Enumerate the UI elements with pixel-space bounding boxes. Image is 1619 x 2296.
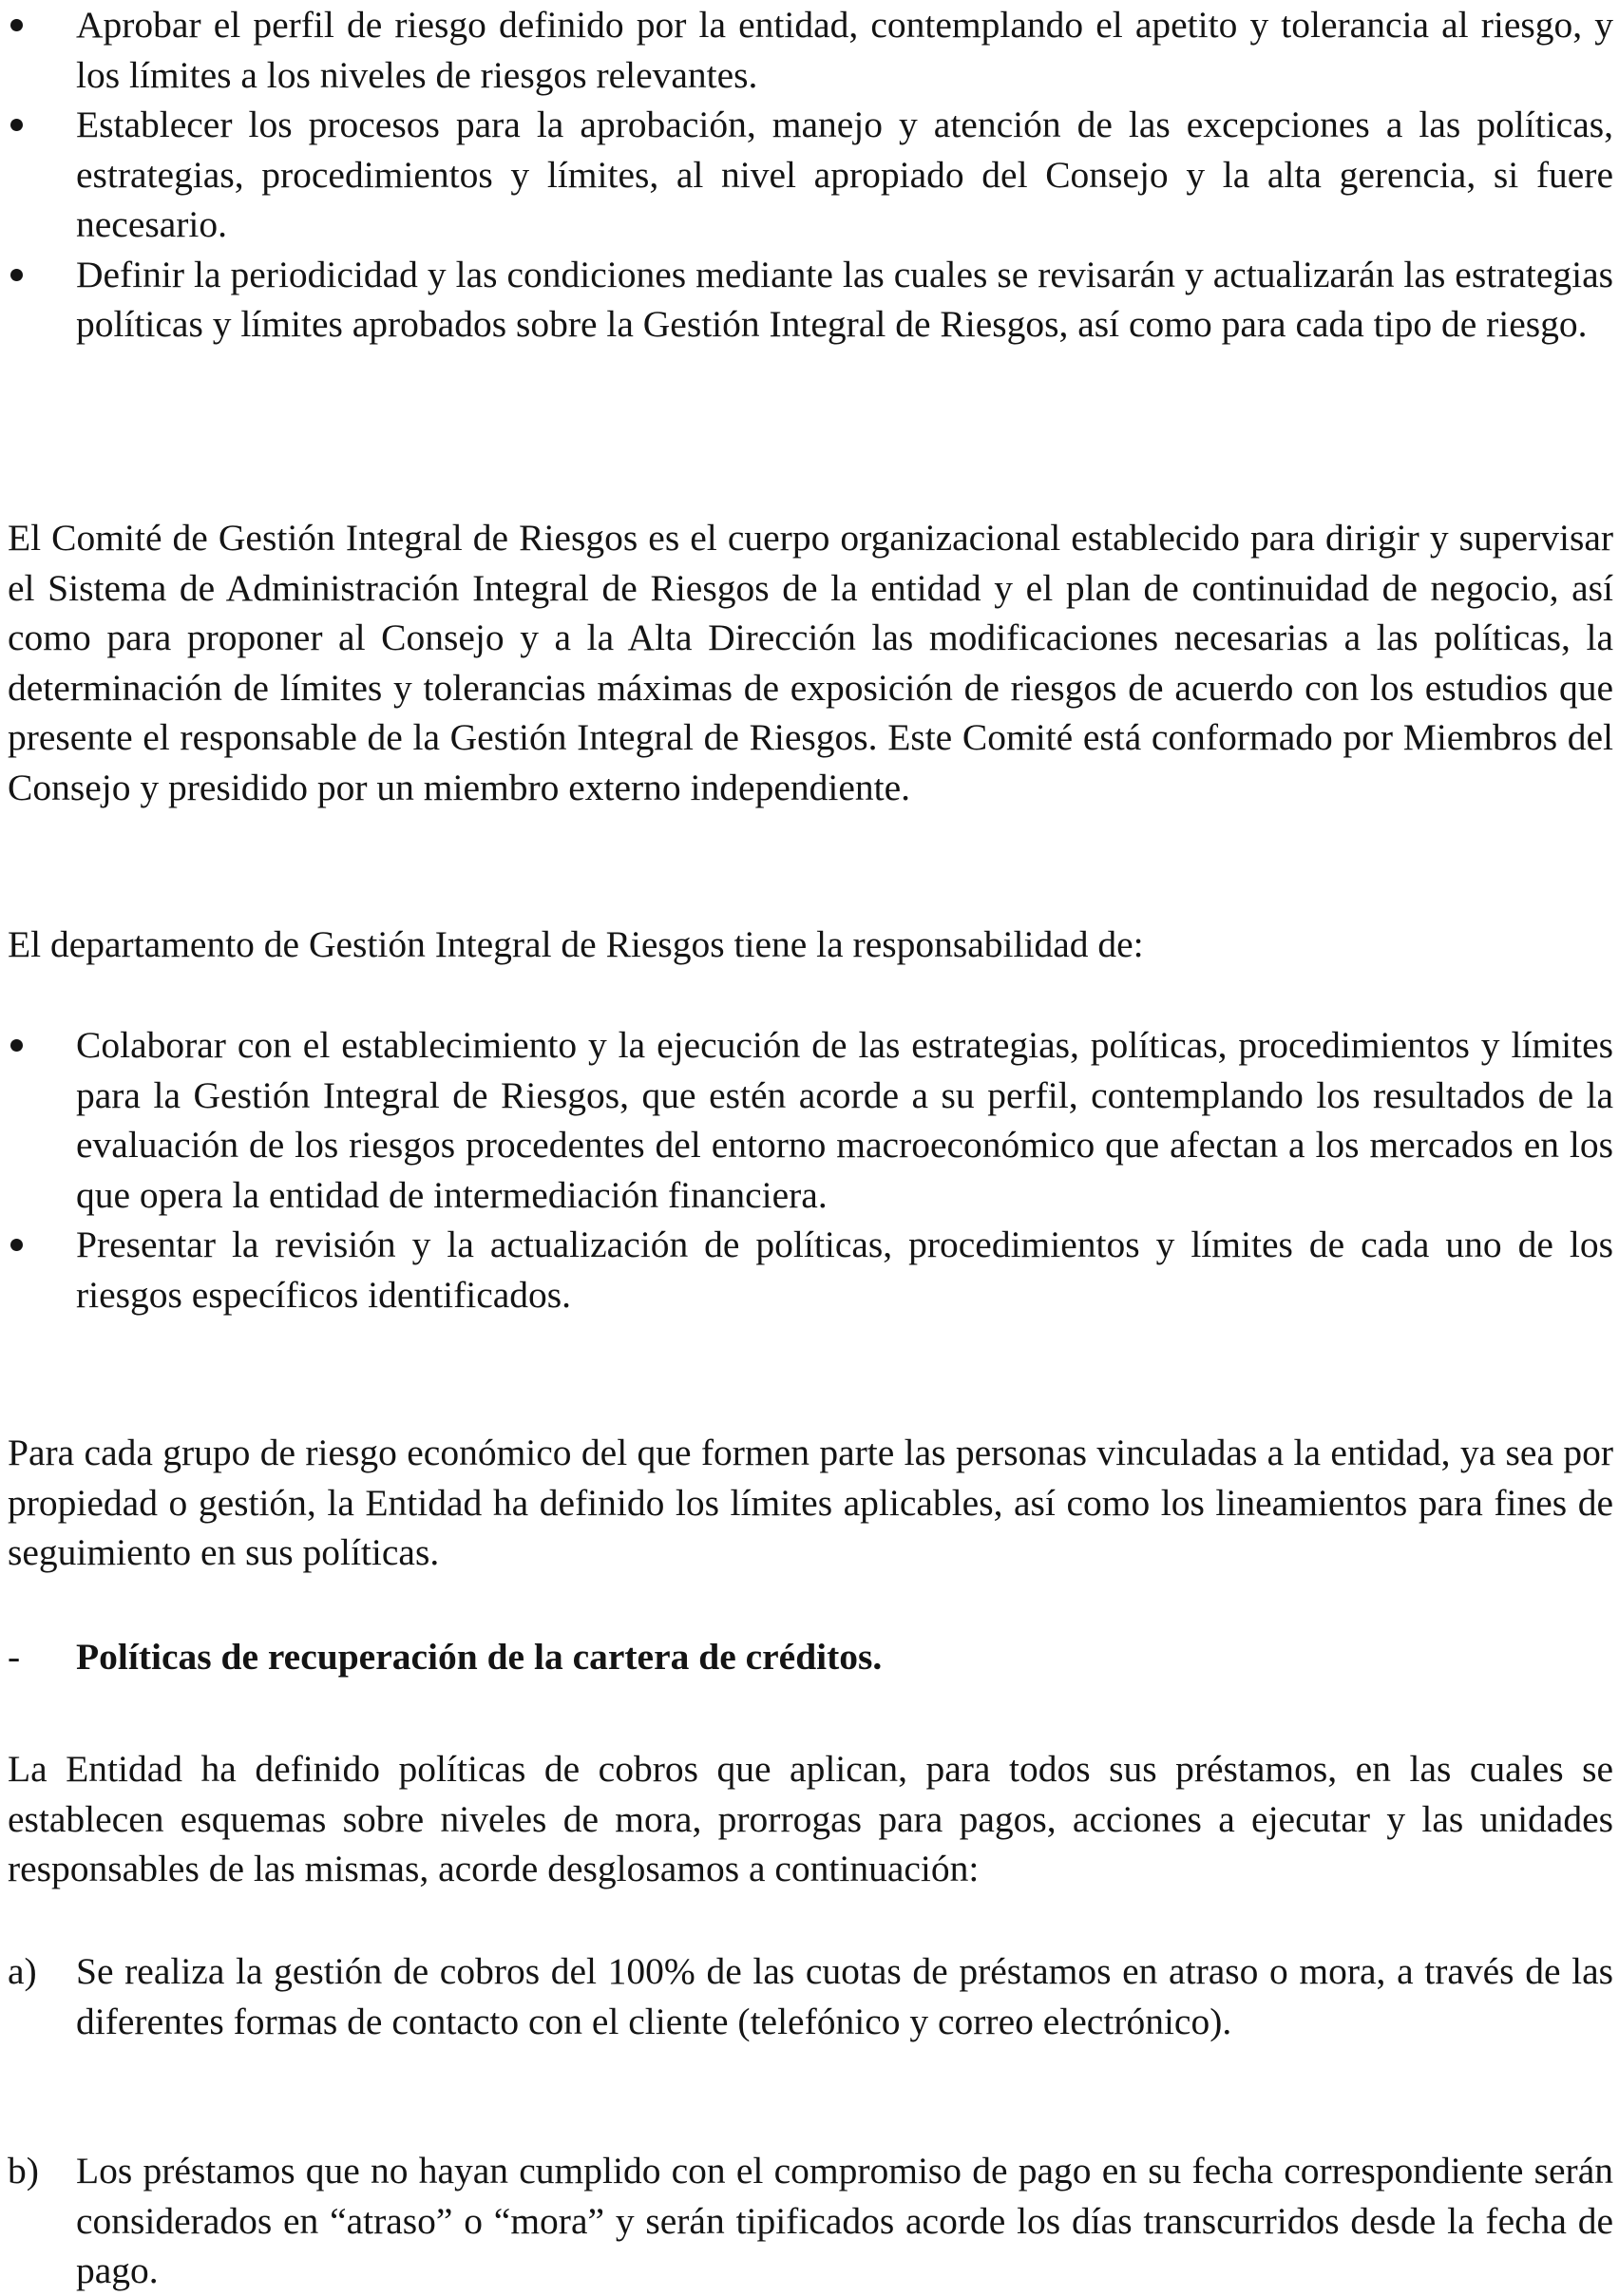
bullet-icon [10,1239,23,1251]
list-item-text: Colaborar con el establecimiento y la ejecución de las estrategias, políticas, procedimientos y límites para la Gestión Integral de Riesgos, que estén acorde a su perfil, contemplando los resultados de la evaluación de los riesgos procedentes del entorno macroeconómico que afectan a los mercados en los que opera la entidad de intermediación financiera. [76,1024,1613,1216]
item-letter: a) [8,1950,37,1992]
bullet-icon [10,119,23,131]
comite-paragraph: El Comité de Gestión Integral de Riesgos es el cuerpo organizacional establecido para dirigir y supervisar el Sistema de Administración Integral de Riesgos de la entidad y el plan de continuidad de negocio, así como para proponer al Consejo y a la Alta Dirección las modificaciones necesarias a las políticas, la determinación de límites y tolerancias máximas de exposición de riesgos de acuerdo con los estudios que presente el responsable de la Gestión Integral de Riesgos. Este Comité está conformado por Miembros del Consejo y presidido por un miembro externo independiente. [8,517,1613,808]
list-item-text: Establecer los procesos para la aprobación, manejo y atención de las excepciones a las políticas, estrategias, procedimientos y límites, al nivel apropiado del Consejo y la alta gerencia, si fuere necesario. [76,104,1613,245]
heading-dash: - [8,1636,21,1678]
list-item [8,1020,1613,1220]
cobros-paragraph: La Entidad ha definido políticas de cobros que aplican, para todos sus préstamos, en las cuales se establecen esquemas sobre niveles de mora, prorrogas para pagos, acciones a ejecutar y las unidades responsables de las mismas, acorde desglosamos a continuación: [8,1748,1613,1889]
lettered-item-a [8,1946,1613,2046]
board-responsibilities-list [8,0,1613,350]
bullet-icon [10,19,23,31]
lettered-item-b [8,2146,1613,2296]
item-text: Los préstamos que no hayan cumplido con el compromiso de pago en su fecha correspondiente serán considerados en “atraso” o “mora” y serán tipificados acorde los días transcurridos desde la fecha de pago. [76,2150,1613,2291]
item-text: Se realiza la gestión de cobros del 100% de las cuotas de préstamos en atraso o mora, a través de las diferentes formas de contacto con el cliente (telefónico y correo electrónico). [76,1950,1613,2042]
list-item-text: Presentar la revisión y la actualización de políticas, procedimientos y límites de cada uno de los riesgos específicos identificados. [76,1224,1613,1316]
list-item [8,100,1613,250]
list-item-text: Aprobar el perfil de riesgo definido por la entidad, contemplando el apetito y tolerancia al riesgo, y los límites a los niveles de riesgos relevantes. [76,4,1613,96]
department-responsibilities-list [8,1020,1613,1319]
grupo-riesgo-paragraph: Para cada grupo de riesgo económico del que formen parte las personas vinculadas a la entidad, ya sea por propiedad o gestión, la Entidad ha definido los límites aplicables, así como los lineamientos para fines de seguimiento en sus políticas. [8,1432,1613,1573]
list-item [8,0,1613,100]
item-letter: b) [8,2150,39,2192]
list-item [8,250,1613,350]
departamento-paragraph: El departamento de Gestión Integral de Riesgos tiene la responsabilidad de: [8,923,1144,965]
bullet-icon [10,1039,23,1052]
section-heading [8,1632,1613,1682]
bullet-icon [10,269,23,281]
list-item [8,1220,1613,1319]
list-item-text: Definir la periodicidad y las condiciones mediante las cuales se revisarán y actualizarán las estrategias políticas y límites aprobados sobre la Gestión Integral de Riesgos, así como para cada tipo de riesgo. [76,253,1613,345]
heading-text: Políticas de recuperación de la cartera de créditos. [76,1636,883,1678]
